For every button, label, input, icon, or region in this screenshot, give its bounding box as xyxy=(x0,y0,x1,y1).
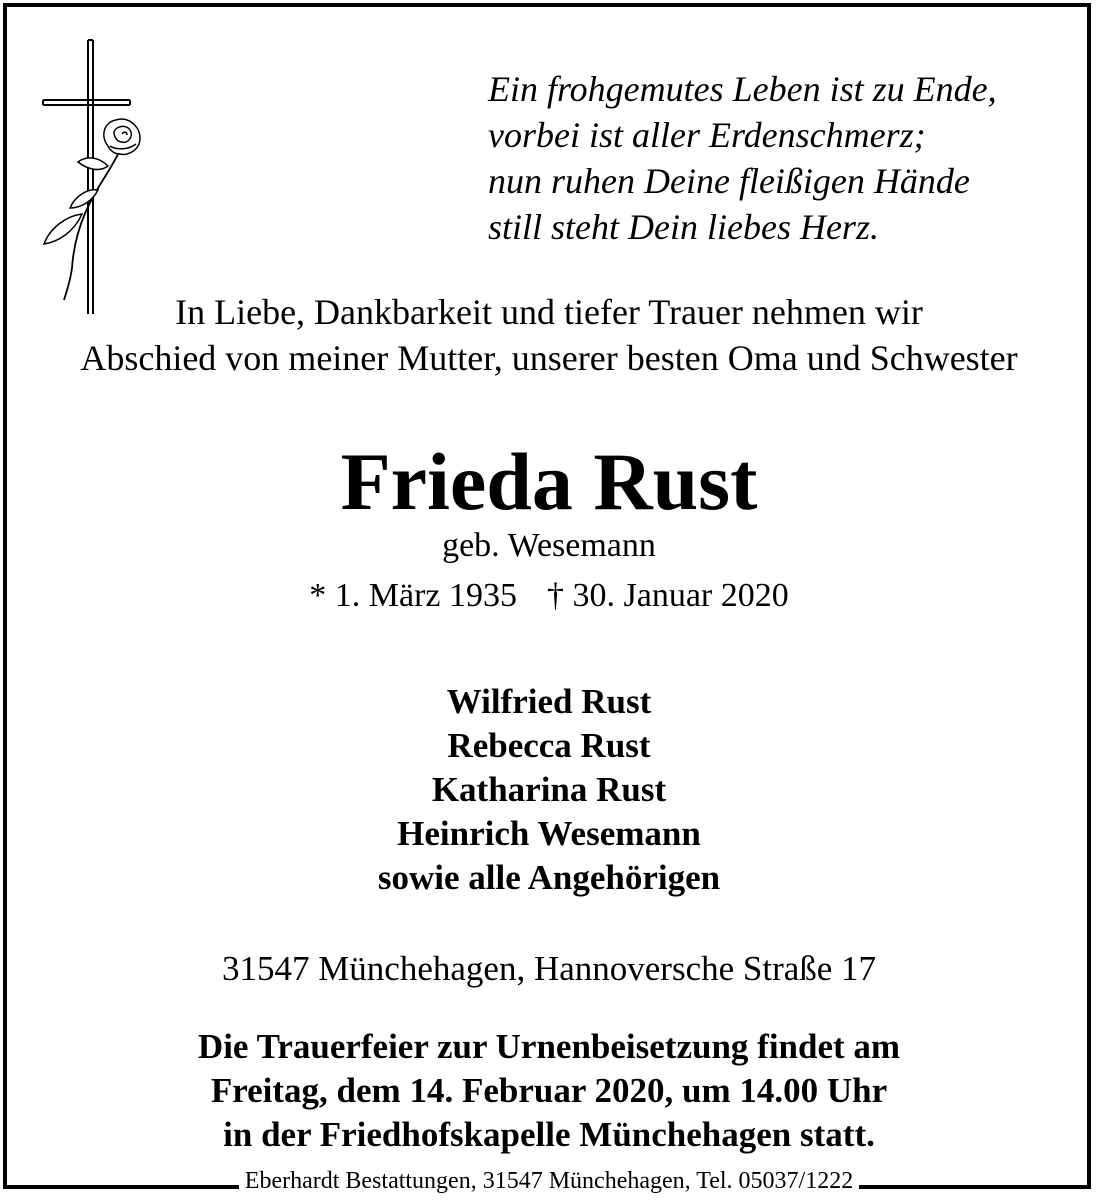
mourner-name: sowie alle Angehörigen xyxy=(377,858,721,897)
mourners-list xyxy=(0,680,1098,900)
intro-line: In Liebe, Dankbarkeit und tiefer Trauer nehmen wir xyxy=(175,292,923,332)
poem xyxy=(488,66,1068,250)
ceremony-line: in der Friedhofskapelle Münchehagen statt. xyxy=(223,1115,875,1154)
maiden-name: geb. Wesemann xyxy=(442,527,656,564)
ceremony-line: Die Trauerfeier zur Urnenbeisetzung findet am xyxy=(197,1027,901,1066)
mourner-name: Katharina Rust xyxy=(431,770,667,809)
address: 31547 Münchehagen, Hannoversche Straße 17 xyxy=(221,949,877,988)
deceased-name: Frieda Rust xyxy=(340,436,758,527)
poem-line: still steht Dein liebes Herz. xyxy=(488,207,879,247)
life-dates xyxy=(0,574,1098,618)
mourner-name: Rebecca Rust xyxy=(447,726,651,765)
intro-text xyxy=(0,289,1098,381)
mourner-name: Wilfried Rust xyxy=(446,682,652,721)
ceremony-line: Freitag, dem 14. Februar 2020, um 14.00 Uhr xyxy=(210,1071,888,1110)
poem-line: Ein frohgemutes Leben ist zu Ende, xyxy=(488,69,997,109)
intro-line: Abschied von meiner Mutter, unserer besten Oma und Schwester xyxy=(80,338,1018,378)
death-date: † 30. Januar 2020 xyxy=(547,577,789,614)
poem-line: vorbei ist aller Erdenschmerz; xyxy=(488,115,926,155)
cross-with-rose-icon xyxy=(36,38,146,318)
poem-line: nun ruhen Deine fleißigen Hände xyxy=(488,161,970,201)
mourner-name: Heinrich Wesemann xyxy=(397,814,701,853)
ceremony-info xyxy=(0,1025,1098,1157)
footer xyxy=(0,1164,1098,1204)
birth-date: * 1. März 1935 xyxy=(309,577,517,614)
funeral-home-info: Eberhardt Bestattungen, 31547 Münchehagen, Tel. 05037/1222 xyxy=(239,1164,859,1198)
